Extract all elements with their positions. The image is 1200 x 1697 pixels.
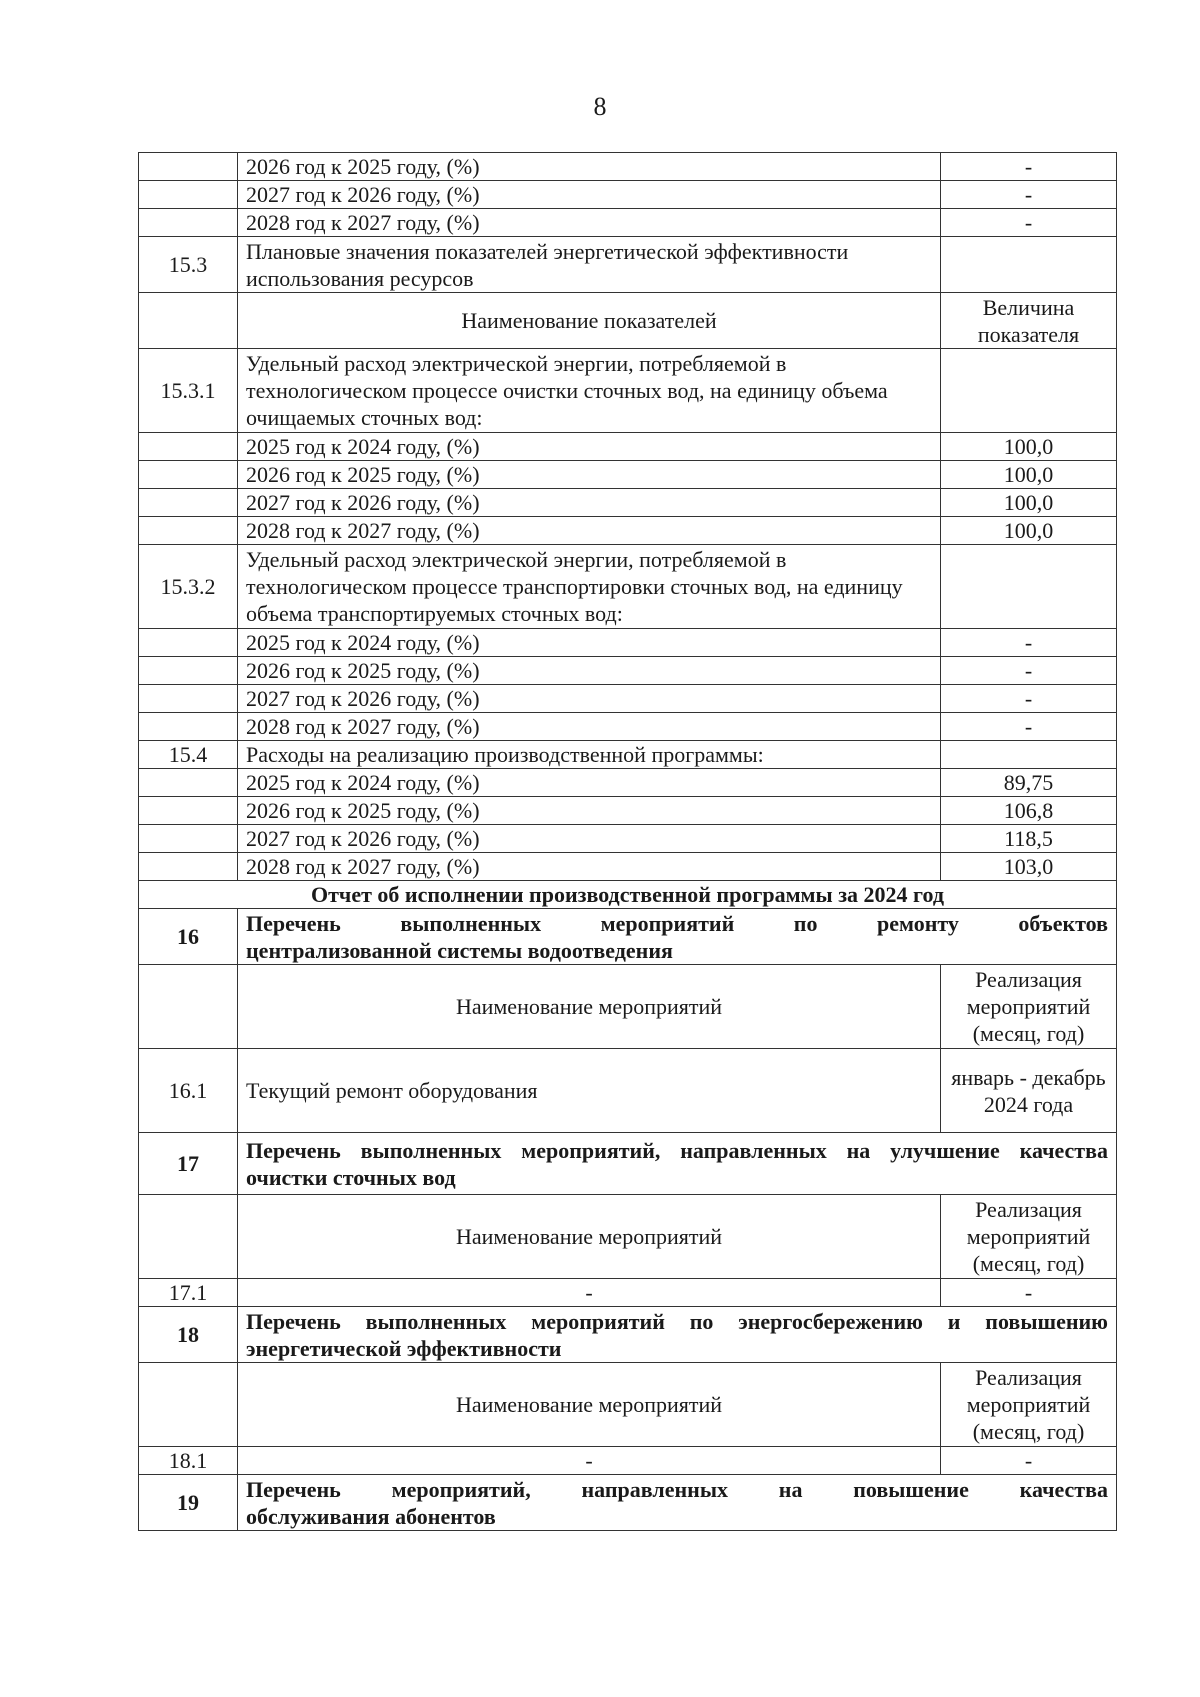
row-number: 15.4 (139, 741, 238, 769)
row-value: 100,0 (941, 489, 1117, 517)
section-row-15-4 (139, 741, 1117, 769)
title-line: Перечень выполненных мероприятий по ремонту объектов (246, 910, 1108, 936)
row-value: - (941, 1279, 1117, 1307)
table-row (139, 1049, 1117, 1133)
row-number (139, 657, 238, 685)
table-row (139, 825, 1117, 853)
row-value: 100,0 (941, 461, 1117, 489)
row-period: 2026 год к 2025 году, (%) (238, 657, 941, 685)
header-value: Величина показателя (941, 293, 1117, 349)
section-row-17 (139, 1133, 1117, 1195)
row-period: 2025 год к 2024 году, (%) (238, 433, 941, 461)
row-number (139, 517, 238, 545)
row-number: 15.3.2 (139, 545, 238, 629)
table-row (139, 713, 1117, 741)
section-row-15-3 (139, 237, 1117, 293)
report-heading-row (139, 881, 1117, 909)
row-number (139, 153, 238, 181)
row-period: 2026 год к 2025 году, (%) (238, 797, 941, 825)
header-name: Наименование мероприятий (238, 1363, 941, 1447)
row-number (139, 1195, 238, 1279)
table-row (139, 517, 1117, 545)
row-number (139, 181, 238, 209)
table-row (139, 853, 1117, 881)
row-value: 103,0 (941, 853, 1117, 881)
row-value (941, 349, 1117, 433)
row-period: 2027 год к 2026 году, (%) (238, 685, 941, 713)
row-number: 16 (139, 909, 238, 965)
row-number (139, 1363, 238, 1447)
row-number (139, 629, 238, 657)
section-row-16 (139, 909, 1117, 965)
title-line: очистки сточных вод (246, 1164, 456, 1190)
report-heading: Отчет об исполнении производственной программы за 2024 год (139, 881, 1117, 909)
row-value: - (941, 181, 1117, 209)
row-value: 100,0 (941, 517, 1117, 545)
row-title: Расходы на реализацию производственной программы: (238, 741, 941, 769)
row-period: 2027 год к 2026 году, (%) (238, 489, 941, 517)
table-row (139, 433, 1117, 461)
row-number (139, 433, 238, 461)
program-table (138, 152, 1117, 1531)
row-period: 2028 год к 2027 году, (%) (238, 853, 941, 881)
row-number: 15.3 (139, 237, 238, 293)
row-value: - (941, 209, 1117, 237)
row-number (139, 461, 238, 489)
page-number: 8 (593, 92, 607, 121)
row-value (941, 237, 1117, 293)
header-value: Реализация мероприятий (месяц, год) (941, 1363, 1117, 1447)
table-row (139, 769, 1117, 797)
title-line: Перечень мероприятий, направленных на повышение качества (246, 1476, 1108, 1502)
row-number (139, 965, 238, 1049)
row-name: - (238, 1447, 941, 1475)
row-value: - (941, 629, 1117, 657)
row-number (139, 797, 238, 825)
table-row (139, 797, 1117, 825)
row-value: - (941, 1447, 1117, 1475)
header-value: Реализация мероприятий (месяц, год) (941, 965, 1117, 1049)
row-period: 2025 год к 2024 году, (%) (238, 769, 941, 797)
row-number: 19 (139, 1475, 238, 1531)
row-number: 18.1 (139, 1447, 238, 1475)
row-title: Удельный расход электрической энергии, потребляемой в технологическом процессе транспортировки сточных вод, на единицу объема транспортируемых сточных вод: (238, 545, 941, 629)
row-title: Плановые значения показателей энергетической эффективности использования ресурсов (238, 237, 941, 293)
row-title (238, 1307, 1117, 1363)
table-row (139, 685, 1117, 713)
row-value (941, 545, 1117, 629)
table-row (139, 181, 1117, 209)
row-number (139, 685, 238, 713)
row-number: 17.1 (139, 1279, 238, 1307)
header-row (139, 965, 1117, 1049)
header-row (139, 1195, 1117, 1279)
row-number (139, 489, 238, 517)
table-row (139, 1447, 1117, 1475)
section-row-15-3-1 (139, 349, 1117, 433)
row-period: 2028 год к 2027 году, (%) (238, 713, 941, 741)
header-value: Реализация мероприятий (месяц, год) (941, 1195, 1117, 1279)
row-number (139, 293, 238, 349)
row-period: 2028 год к 2027 году, (%) (238, 209, 941, 237)
row-title (238, 1475, 1117, 1531)
section-row-19 (139, 1475, 1117, 1531)
row-number (139, 713, 238, 741)
title-line: обслуживания абонентов (246, 1503, 496, 1529)
row-value: - (941, 153, 1117, 181)
header-name: Наименование мероприятий (238, 965, 941, 1049)
section-row-18 (139, 1307, 1117, 1363)
row-number (139, 825, 238, 853)
row-number: 18 (139, 1307, 238, 1363)
row-number (139, 853, 238, 881)
row-number: 15.3.1 (139, 349, 238, 433)
title-line: централизованной системы водоотведения (246, 937, 673, 963)
title-line: Перечень выполненных мероприятий по энергосбережению и повышению (246, 1308, 1108, 1334)
row-name: Текущий ремонт оборудования (238, 1049, 941, 1133)
header-name: Наименование мероприятий (238, 1195, 941, 1279)
header-row (139, 293, 1117, 349)
row-title (238, 1133, 1117, 1195)
row-title (238, 909, 1117, 965)
row-period: 2027 год к 2026 году, (%) (238, 181, 941, 209)
table-row (139, 153, 1117, 181)
table-row (139, 629, 1117, 657)
row-period: 2026 год к 2025 году, (%) (238, 153, 941, 181)
row-value: январь - декабрь 2024 года (941, 1049, 1117, 1133)
title-line: энергетической эффективности (246, 1335, 562, 1361)
row-number (139, 769, 238, 797)
row-title: Удельный расход электрической энергии, потребляемой в технологическом процессе очистки сточных вод, на единицу объема очищаемых сточных вод: (238, 349, 941, 433)
table-row (139, 1279, 1117, 1307)
header-name: Наименование показателей (238, 293, 941, 349)
row-value (941, 741, 1117, 769)
row-number: 17 (139, 1133, 238, 1195)
table-row (139, 461, 1117, 489)
row-name: - (238, 1279, 941, 1307)
row-value: 118,5 (941, 825, 1117, 853)
row-period: 2028 год к 2027 году, (%) (238, 517, 941, 545)
row-number (139, 209, 238, 237)
header-row (139, 1363, 1117, 1447)
row-value: 106,8 (941, 797, 1117, 825)
row-period: 2026 год к 2025 году, (%) (238, 461, 941, 489)
section-row-15-3-2 (139, 545, 1117, 629)
row-period: 2027 год к 2026 году, (%) (238, 825, 941, 853)
row-period: 2025 год к 2024 году, (%) (238, 629, 941, 657)
row-value: - (941, 713, 1117, 741)
table-row (139, 489, 1117, 517)
table-row (139, 209, 1117, 237)
row-value: 100,0 (941, 433, 1117, 461)
row-number: 16.1 (139, 1049, 238, 1133)
row-value: 89,75 (941, 769, 1117, 797)
title-line: Перечень выполненных мероприятий, направленных на улучшение качества (246, 1137, 1108, 1163)
table-row (139, 657, 1117, 685)
row-value: - (941, 685, 1117, 713)
row-value: - (941, 657, 1117, 685)
